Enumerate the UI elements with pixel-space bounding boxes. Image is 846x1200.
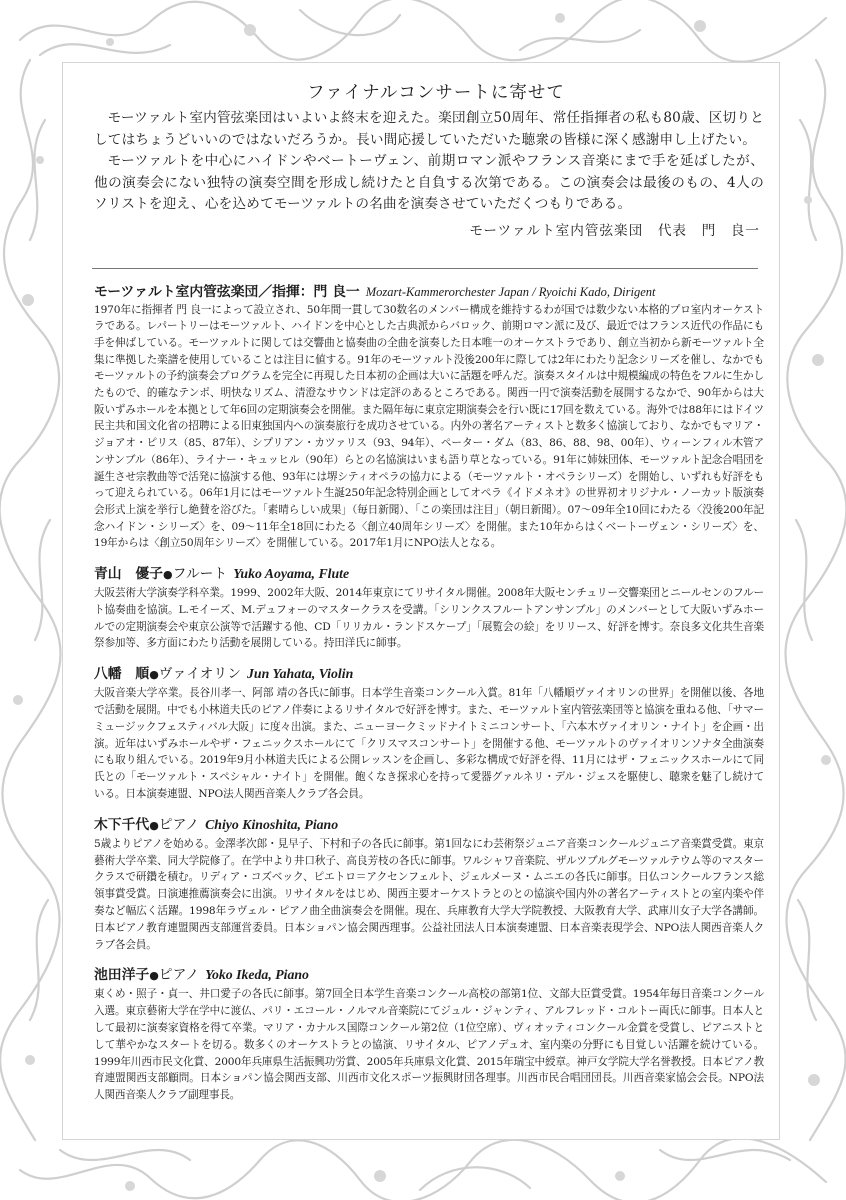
bio-role: ヴァイオリン — [158, 666, 242, 683]
bio-name: モーツァルト室内管弦楽団／指揮：門 良一 — [94, 283, 360, 300]
bio-orchestra — [94, 283, 764, 553]
bio-name-en: Jun Yahata, Violin — [247, 666, 354, 682]
bio-text: 大阪芸術大学演奏学科卒業。1999、2002年大阪、2014年東京にてリサイタル開催。2008年大阪センチュリー交響楽団とニールセンのフルート協奏曲を協演。L.モイーズ、M.デュフォーのマスタークラスを受講。「シリンクスフルートアンサンブル」のメンバーとして大阪いずみホールでの定期演奏会や東京公演等で活躍する他、CD「リリカル・ランドスケープ」「展覧会の絵」をリリース、好評を博す。奈良多文化共生音楽祭参加等、多方面にわたり活動を展開している。持田洋氏に師事。 — [94, 587, 764, 650]
bio-name-en: Mozart-Kammerorchester Japan / Ryoichi Kado, Dirigent — [365, 284, 656, 299]
bio-yahata — [94, 665, 764, 803]
bio-name: 池田洋子 — [94, 967, 150, 984]
bio-kinoshita — [94, 816, 764, 954]
bullet-icon: ● — [149, 818, 159, 832]
bio-aoyama — [94, 565, 764, 652]
bio-role: ピアノ — [158, 967, 200, 984]
bio-name: 木下千代 — [94, 816, 150, 833]
bio-name-en: Yoko Ikeda, Piano — [205, 967, 309, 983]
bullet-icon: ● — [162, 568, 173, 582]
bio-text: 1970年に指揮者 門 良一によって設立され、50年間一貫して30数名のメンバー構成を維持するわが国では数少ない本格的プロ室内オーケストラである。レパートリーはモーツァルト、ハイドンを中心とした古典派からバロック、前期ロマン派に及び、最近ではフランス近代の作品にも手を伸ばしている。モーツァルトに関しては交響曲と協奏曲の全曲を演奏した日本唯一のオーケストラであり、創立当初から新モーツァルト全集に準拠した楽譜を使用していることは注目に値する。91年のモーツァルト没後200年に際しては2年にわたり記念シリーズを催し、なかでもモーツァルトの予約演奏会プログラムを完全に再現した日本初の企画は大いに話題を呼んだ。演奏スタイルは中規模編成の特色をフルに生かしたもので、的確なテンポ、明快なリズム、清澄なサウンドは定評のあるところである。関西一円で演奏活動を展開するなかで、90年からは大阪いずみホールを本拠として年6回の定期演奏会を開催。また隔年毎に東京定期演奏会を行い既に17回を数えている。海外では88年にはドイツ民主共和国文化省の招聘による旧東独国内への演奏旅行を成功させている。内外の著名アーティストと数多く協演しており、なかでもマリア・ジョアオ・ピリス（85、87年）、シプリアン・カツァリス（93、94年）、ペーター・ダム（83、86、88、98、00年）、ウィーンフィル木管アンサンブル（86年）、ライナー・キュッヒル（90年）らとの名協演はいまも語り草となっている。91年に姉妹団体、モーツァルト記念合唱団を誕生させ宗教曲等で活発に協演する他、93年には堺シティオペラの協力による（モーツァルト・オペラシリーズ）を開始し、いずれも好評をもって迎えられている。06年1月にはモーツァルト生誕250年記念特別企画としてオペラ《イドメネオ》の世界初オリジナル・ノーカット版演奏会形式上演を挙行し絶賛を浴びた。「素晴らしい成果」（毎日新聞）、「この楽団は注目」（朝日新聞）。07～09年全10回にわたる〈没後200年記念ハイドン・シリーズ〉を、09～11年全18回にわたる〈創立40周年シリーズ〉を開催。また10年からはくベートーヴェン・シリーズ〉を、19年からは〈創立50周年シリーズ〉を開催している。2017年1月にNPO法人となる。 — [94, 303, 764, 550]
bio-text: 大阪音楽大学卒業。長谷川孝一、阿部 靖の各氏に師事。日本学生音楽コンクール入賞。81年「八幡順ヴァイオリンの世界」を開催以後、各地で活動を展開。中でも小林道夫氏のピアノ伴奏によるリサイタルで好評を博す。また、モーツァルト室内管弦楽団等と協演を重ねる他、「サマーミュージックフェスティバル大阪」に度々出演。また、ニューヨークミッドナイトミニコンサート、「六本木ヴァイオリン・ナイト」を企画・出演。近年はいずみホールやザ・フェニックスホールにて「クリスマスコンサート」を開催する他、モーツァルトのヴァイオリンソナタ全曲演奏にも取り組んでいる。2019年9月小林道夫氏による公開レッスンを企画し、多彩な構成で好評を得、11月にはザ・フェニックスホールにて同氏との「モーツァルト・スペシャル・ナイト」を開催。飽くなき探求心を持って愛器グァルネリ・デル・ジェスを駆使し、聴衆を魅了し続けている。日本演奏連盟、NPO法人関西音楽人クラブ各会員。 — [94, 687, 764, 801]
bullet-icon: ● — [149, 668, 159, 682]
bio-name-en: Chiyo Kinoshita, Piano — [205, 816, 339, 832]
bio-heading — [94, 816, 764, 835]
bio-ikeda — [94, 966, 764, 1104]
bio-text: 5歳よりピアノを始める。金澤孝次郎・見早子、下村和子の各氏に師事。第1回なにわ芸術祭ジュニア音楽コンクールジュニア音楽賞受賞。東京藝術大学卒業、同大学院修了。在学中より井口秋子、高良芳枝の各氏に師事。ワルシャワ音楽院、ザルツブルグモーツァルテウム等のマスタークラスで研鑽を積む。リディア・コズベック、ピエトロ＝アクセンフェルト、ジェルメーヌ・ムニエの各氏に師事。日仏コンクールフランス総領事賞受賞。日演連推薦演奏会に出演。リサイタルをはじめ、関西主要オーケストラとのとの協演や国内外の著名アーティストとの室内楽や伴奏など幅広く活躍。1998年ラヴェル・ピアノ曲全曲演奏会を開催。現在、兵庫教育大学大学院教授、大阪教育大学、武庫川女子大学各講師。日本ピアノ教育連盟関西支部運営委員。日本ショパン協会関西理事。公益社団法人日本演奏連盟、日本音楽表現学会、NPO法人関西音楽人クラブ各会員。 — [94, 837, 764, 951]
bio-name: 八幡 順 — [94, 666, 150, 683]
bio-heading — [94, 966, 764, 985]
bio-text: 東くめ・照子・貞一、井口愛子の各氏に師事。第7回全日本学生音楽コンクール高校の部第1位、文部大臣賞受賞。1954年毎日音楽コンクール入選。東京藝術大学在学中に渡仏、パリ・エコール・ノルマル音楽院にてジュル・ジャンティ、アルフレッド・コルトー両氏に師事。日本人として最初に演奏家資格を得て卒業。マリア・カナルス国際コンクール第2位（1位空席）、ヴィオッティコンクール金賞を受賞し、ピアニストとして華やかなスタートを切る。数多くのオーケストラとの協演、リサイタル、ピアノデュオ、室内楽の分野にも目覚しい活躍を続けている。1999年川西市民文化賞、2000年兵庫県生活振興功労賞、2005年兵庫県文化賞、2015年瑞宝中綬章。神戸女学院大学名誉教授。日本ピアノ教育連盟関西支部顧問。日本ショパン協会関西支部、川西市文化スポーツ振興財団各理事。川西市民合唱団団長。川西音楽家協会会長。NPO法人関西音楽人クラブ副理事長。 — [94, 988, 764, 1102]
bio-name: 青山 優子 — [94, 566, 163, 583]
message-paragraph: モーツァルトを中心にハイドンやベートーヴェン、前期ロマン派やフランス音楽にまで手を延ばしたが、他の演奏会にない独特の演奏空間を形成し続けたと自負する次第である。この演奏会は最後のもの、4人のソリストを迎え、心を込めてモーツァルトの名曲を演奏させていただくつもりである。 — [94, 153, 764, 212]
page-content — [94, 78, 764, 1104]
greeting-message — [94, 78, 764, 242]
message-title: ファイナルコンサートに寄せて — [307, 83, 565, 103]
bio-name-en: Yuko Aoyama, Flute — [233, 566, 350, 582]
bullet-icon: ● — [149, 969, 159, 983]
bio-role: フルート — [172, 566, 228, 583]
message-paragraph: モーツァルト室内管弦楽団はいよいよ終末を迎えた。楽団創立50周年、常任指揮者の私も80歳、区切りとしてはちょうどいいのではないだろうか。長い間応援していただいた聴衆の皆様に深く感謝申し上げたい。 — [94, 110, 764, 148]
bio-heading — [94, 565, 764, 584]
bio-role: ピアノ — [158, 816, 200, 833]
section-divider — [92, 268, 758, 269]
message-signature: モーツァルト室内管弦楽団 代表 門 良一 — [469, 222, 760, 239]
bio-heading — [94, 665, 764, 684]
bio-heading — [94, 283, 764, 301]
